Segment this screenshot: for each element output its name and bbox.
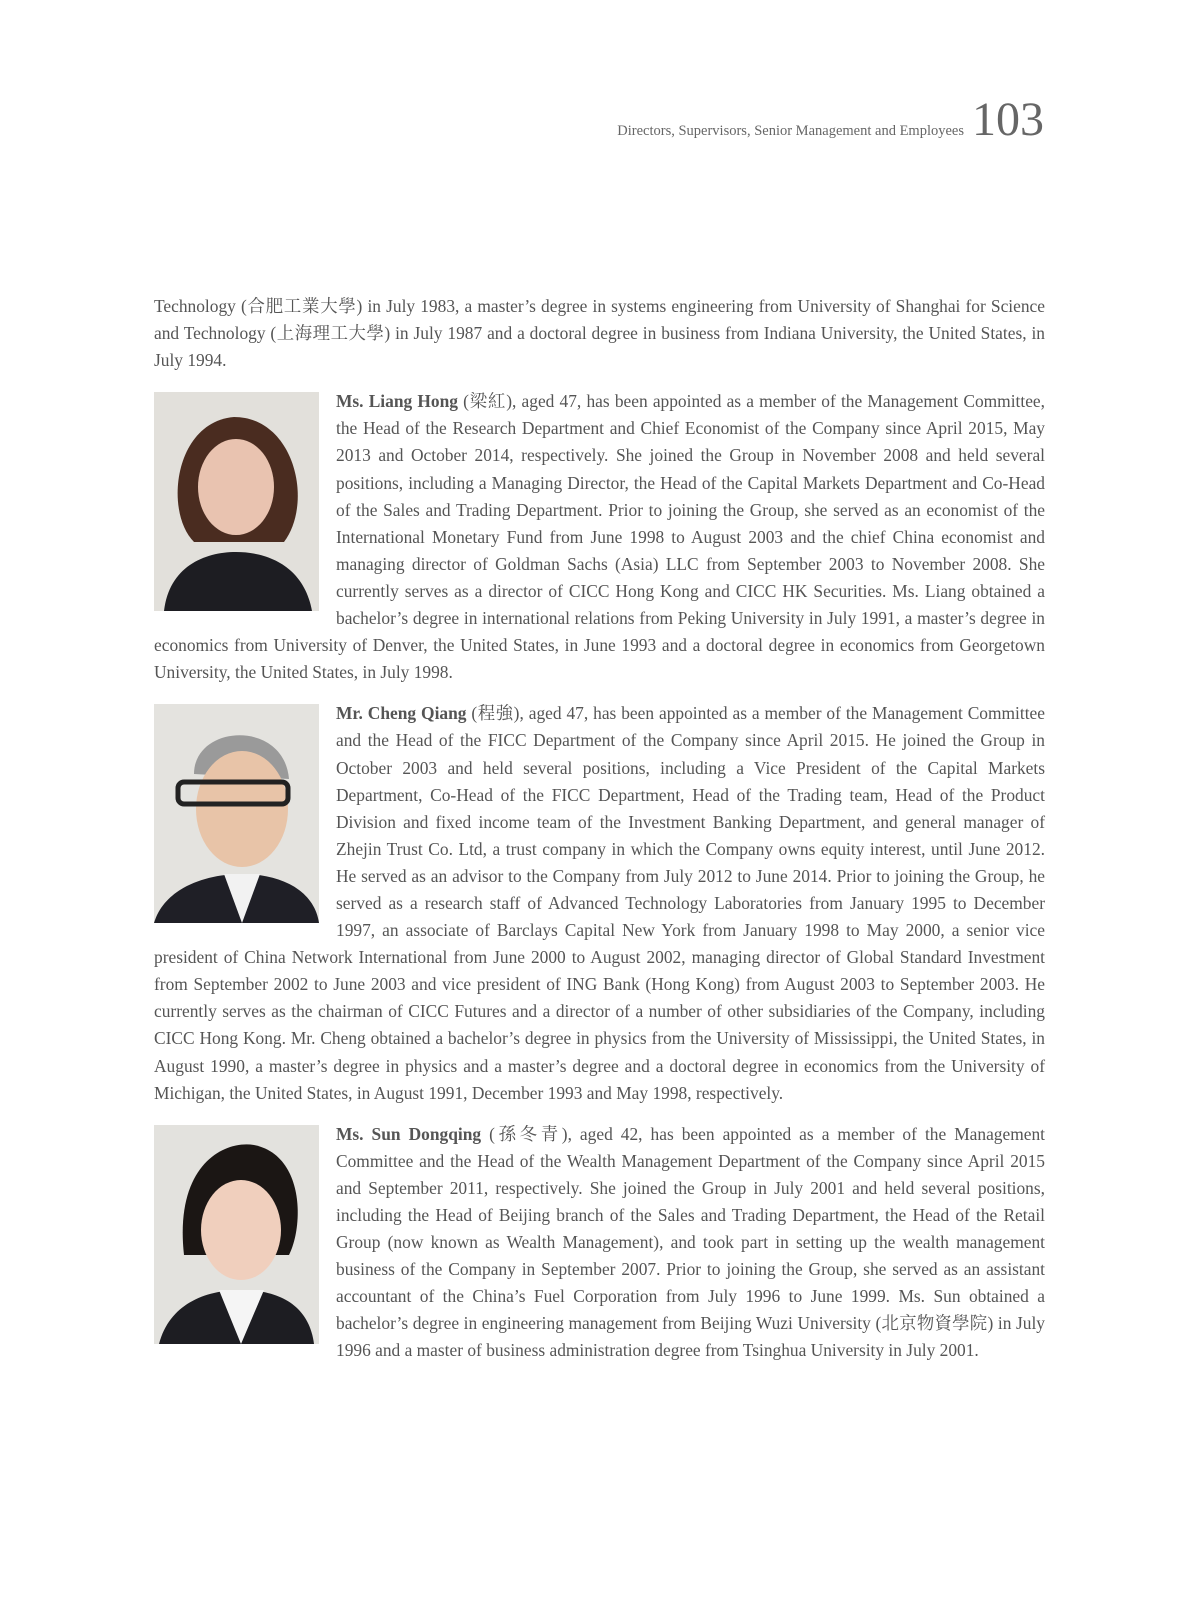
bio-chinese-name: (孫冬青) — [489, 1123, 568, 1144]
section-title: Directors, Supervisors, Senior Management and Employees — [617, 123, 964, 139]
portrait-photo — [154, 704, 319, 923]
bio-cheng-qiang — [154, 700, 1045, 1106]
bio-name: Ms. Sun Dongqing — [336, 1123, 482, 1144]
bio-text: , aged 47, has been appointed as a member of the Management Committee and the Head of the FICC Department of the Company since April 2015. He joined the Group in October 2003 and held several positions, including a Vice President of the Capital Markets Department, Co-Head of the FICC Department, Head of the Trading team, Head of the Product Division and fixed income team of the Investment Banking Department, and general manager of Zhejin Trust Co. Ltd, a trust company in which the Company owns equity interest, until June 2012. He served as an advisor to the Company from July 2012 to June 2014. Prior to joining the Group, he served as a research staff of Advanced Technology Laboratories from January 1995 to December 1997, an associate of Barclays Capital New York from January 1998 to May 2000, a senior vice president of China Network International from June 2000 to August 2002, managing director of Global Standard Investment from September 2002 to June 2003 and vice president of ING Bank (Hong Kong) from August 2003 to September 2003. He currently serves as the chairman of CICC Futures and a director of a number of other subsidiaries of the Company, including CICC Hong Kong. Mr. Cheng obtained a bachelor’s degree in physics from the University of Mississippi, the United States, in August 1990, a master’s degree in physics and a master’s degree and a doctoral degree in economics from the University of Michigan, the United States, in August 1991, December 1993 and May 1998, respectively. — [154, 703, 1045, 1103]
bio-text: , aged 47, has been appointed as a member of the Management Committee, the Head of the Research Department and Chief Economist of the Company since April 2015, May 2013 and October 2014, respectively. She joined the Group in November 2008 and held several positions, including a Managing Director, the Head of the Capital Markets Department and Co-Head of the Sales and Trading Department. Prior to joining the Group, she served as an economist of the International Monetary Fund from June 1998 to August 2003 and the chief China economist and managing director of Goldman Sachs (Asia) LLC from September 2003 to November 2008. She currently serves as a director of CICC Hong Kong and CICC HK Securities. Ms. Liang obtained a bachelor’s degree in international relations from Peking University in July 1991, a master’s degree in economics from University of Denver, the United States, in June 1993 and a doctoral degree in economics from Georgetown University, the United States, in July 1998. — [154, 391, 1045, 683]
portrait-photo — [154, 1125, 319, 1344]
page-number: 103 — [972, 93, 1044, 146]
portrait-photo — [154, 392, 319, 611]
page-header — [617, 93, 1044, 146]
bio-chinese-name: (程強) — [471, 703, 520, 724]
bio-liang-hong — [154, 388, 1045, 686]
bio-name: Ms. Liang Hong — [336, 391, 458, 412]
bio-text: , aged 42, has been appointed as a member of the Management Committee and the Head of the Wealth Management Department of the Company since April 2015 and September 2011, respectively. She joined the Group in July 2001 and held several positions, including the Head of Beijing branch of the Sales and Trading Department, the Head of the Retail Group (now known as Wealth Management), and took part in setting up the wealth management business of the Company in September 2007. Prior to joining the Group, she served as an assistant accountant of the China’s Fuel Corporation from July 1996 to June 1999. Ms. Sun obtained a bachelor’s degree in engineering management from Beijing Wuzi University (北京物資學院) in July 1996 and a master of business administration degree from Tsinghua University in July 2001. — [336, 1123, 1045, 1361]
page-body — [154, 293, 1045, 1379]
bio-name: Mr. Cheng Qiang — [336, 703, 467, 724]
bio-chinese-name: (梁紅) — [463, 391, 513, 412]
intro-paragraph: Technology (合肥工業大學) in July 1983, a master’s degree in systems engineering from University of Shanghai for Science and Technology (上海理工大學) in July 1987 and a doctoral degree in business from Indiana University, the United States, in July 1994. — [154, 296, 1045, 371]
bio-sun-dongqing — [154, 1121, 1045, 1365]
